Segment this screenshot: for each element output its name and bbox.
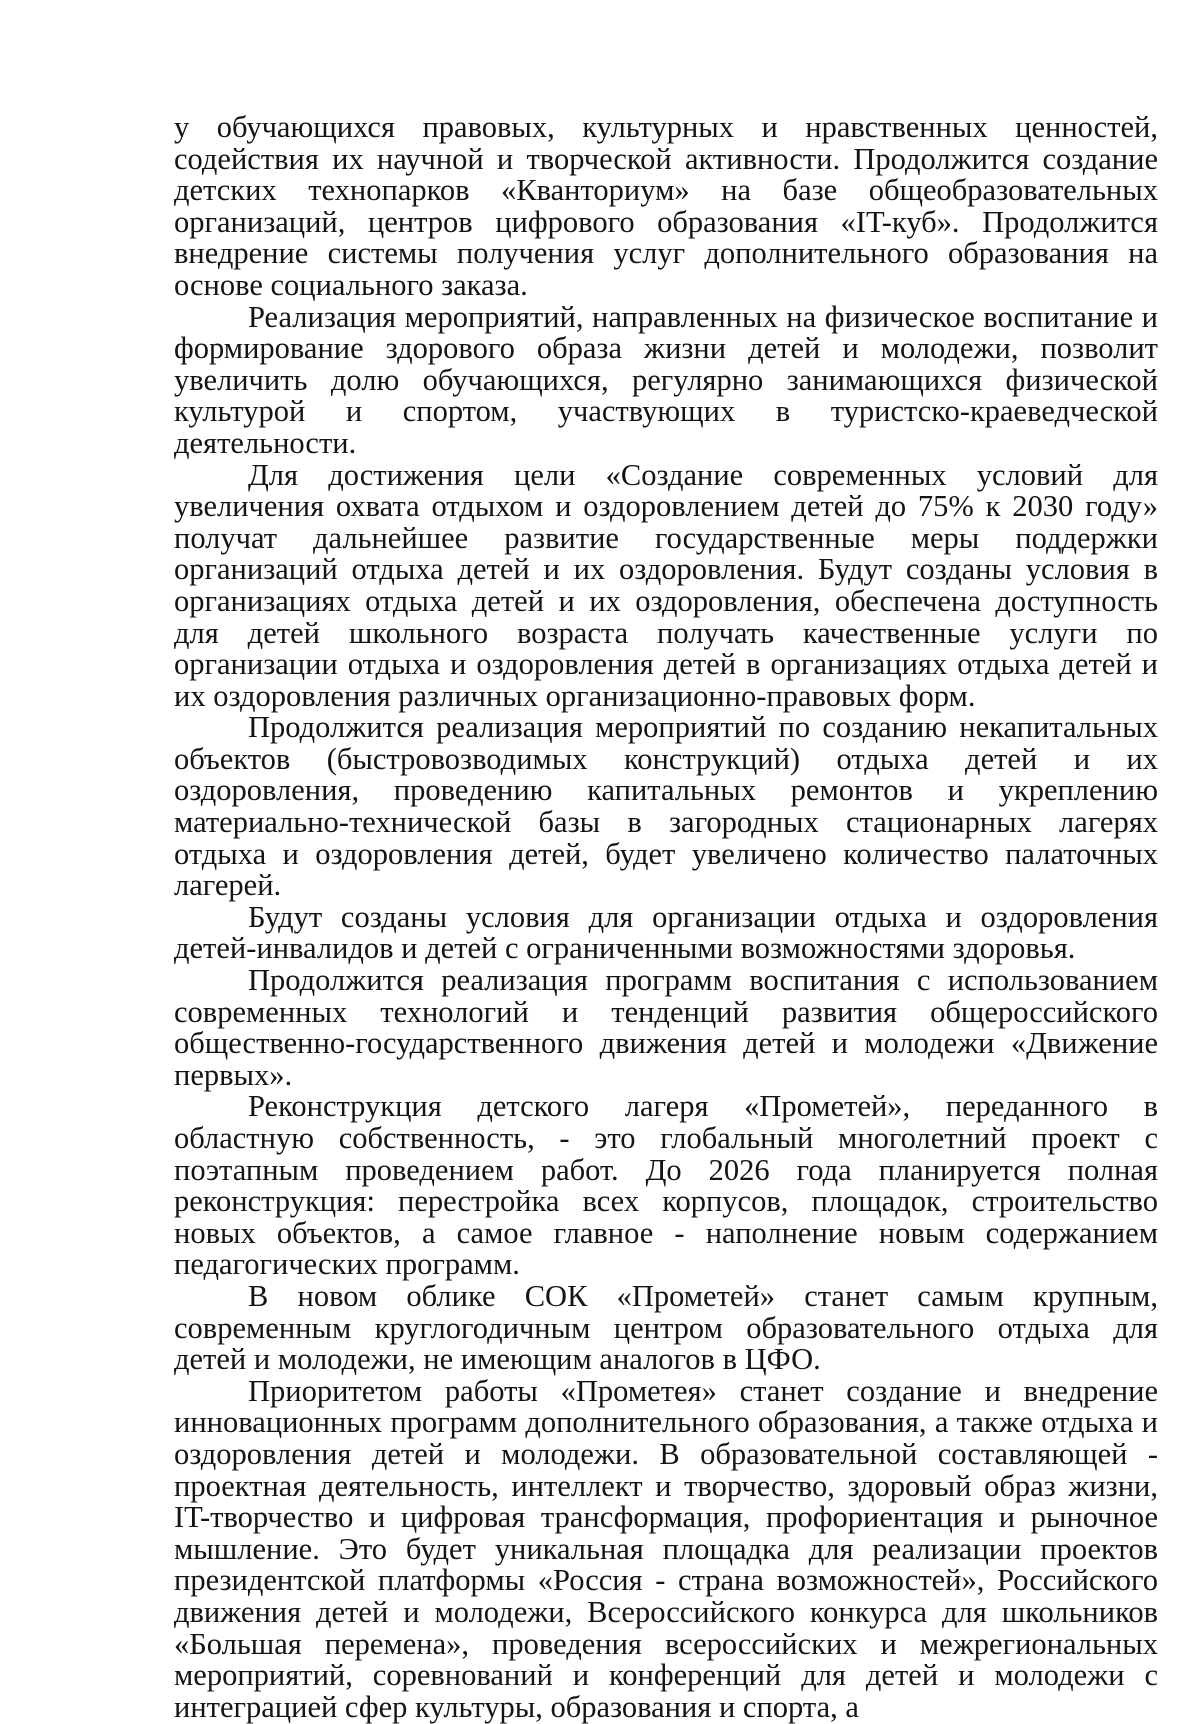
- document-body: [174, 112, 1158, 1723]
- paragraph-1: у обучающихся правовых, культурных и нравственных ценностей, содействия их научной и творческой активности. Продолжится создание детских технопарков «Кванториум» на базе общеобразовательных организаций, центров цифрового образования «IT-куб». Продолжится внедрение системы получения услуг дополнительного образования на основе социального заказа.: [174, 110, 1158, 302]
- paragraph-3: Для достижения цели «Создание современных условий для увеличения охвата отдыхом и оздоровлением детей до 75% к 2030 году» получат дальнейшее развитие государственные меры поддержки организаций отдыха детей и их оздоровления. Будут созданы условия в организациях отдыха детей и их оздоровления, обеспечена доступность для детей школьного возраста получать качественные услуги по организации отдыха и оздоровления детей в организациях отдыха детей и их оздоровления различных организационно-правовых форм.: [174, 457, 1158, 713]
- paragraph-2: Реализация мероприятий, направленных на физическое воспитание и формирование здорового образа жизни детей и молодежи, позволит увеличить долю обучающихся, регулярно занимающихся физической культурой и спортом, участвующих в туристско-краеведческой деятельности.: [174, 299, 1158, 460]
- paragraph-7: Реконструкция детского лагеря «Прометей», переданного в областную собственность, - это глобальный многолетний проект с поэтапным проведением работ. До 2026 года планируется полная реконструкция: перестройка всех корпусов, площадок, строительство новых объектов, а самое главное - наполнение новым содержанием педагогических программ.: [174, 1089, 1158, 1282]
- paragraph-8: В новом облике СОК «Прометей» станет самым крупным, современным круглогодичным центром образовательного отдыха для детей и молодежи, не имеющим аналогов в ЦФО.: [174, 1278, 1158, 1377]
- paragraph-5: Будут созданы условия для организации отдыха и оздоровления детей-инвалидов и детей с ограниченными возможностями здоровья.: [174, 899, 1158, 966]
- paragraph-6: Продолжится реализация программ воспитания с использованием современных технологий и тенденций развития общероссийского общественно-государственного движения детей и молодежи «Движение первых».: [174, 963, 1158, 1092]
- paragraph-4: Продолжится реализация мероприятий по созданию некапитальных объектов (быстровозводимых конструкций) отдыха детей и их оздоровления, проведению капитальных ремонтов и укреплению материально-технической базы в загородных стационарных лагерях отдыха и оздоровления детей, будет увеличено количество палаточных лагерей.: [174, 710, 1158, 903]
- paragraph-9: Приоритетом работы «Прометея» станет создание и внедрение инновационных программ дополнительного образования, а также отдыха и оздоровления детей и молодежи. В образовательной составляющей - проектная деятельность, интеллект и творчество, здоровый образ жизни, IT-творчество и цифровая трансформация, профориентация и рыночное мышление. Это будет уникальная площадка для реализации проектов президентской платформы «Россия - страна возможностей», Российского движения детей и молодежи, Всероссийского конкурса для школьников «Большая перемена», проведения всероссийских и межрегиональных мероприятий, соревнований и конференций для детей и молодежи с интеграцией сфер культуры, образования и спорта, а: [174, 1373, 1158, 1724]
